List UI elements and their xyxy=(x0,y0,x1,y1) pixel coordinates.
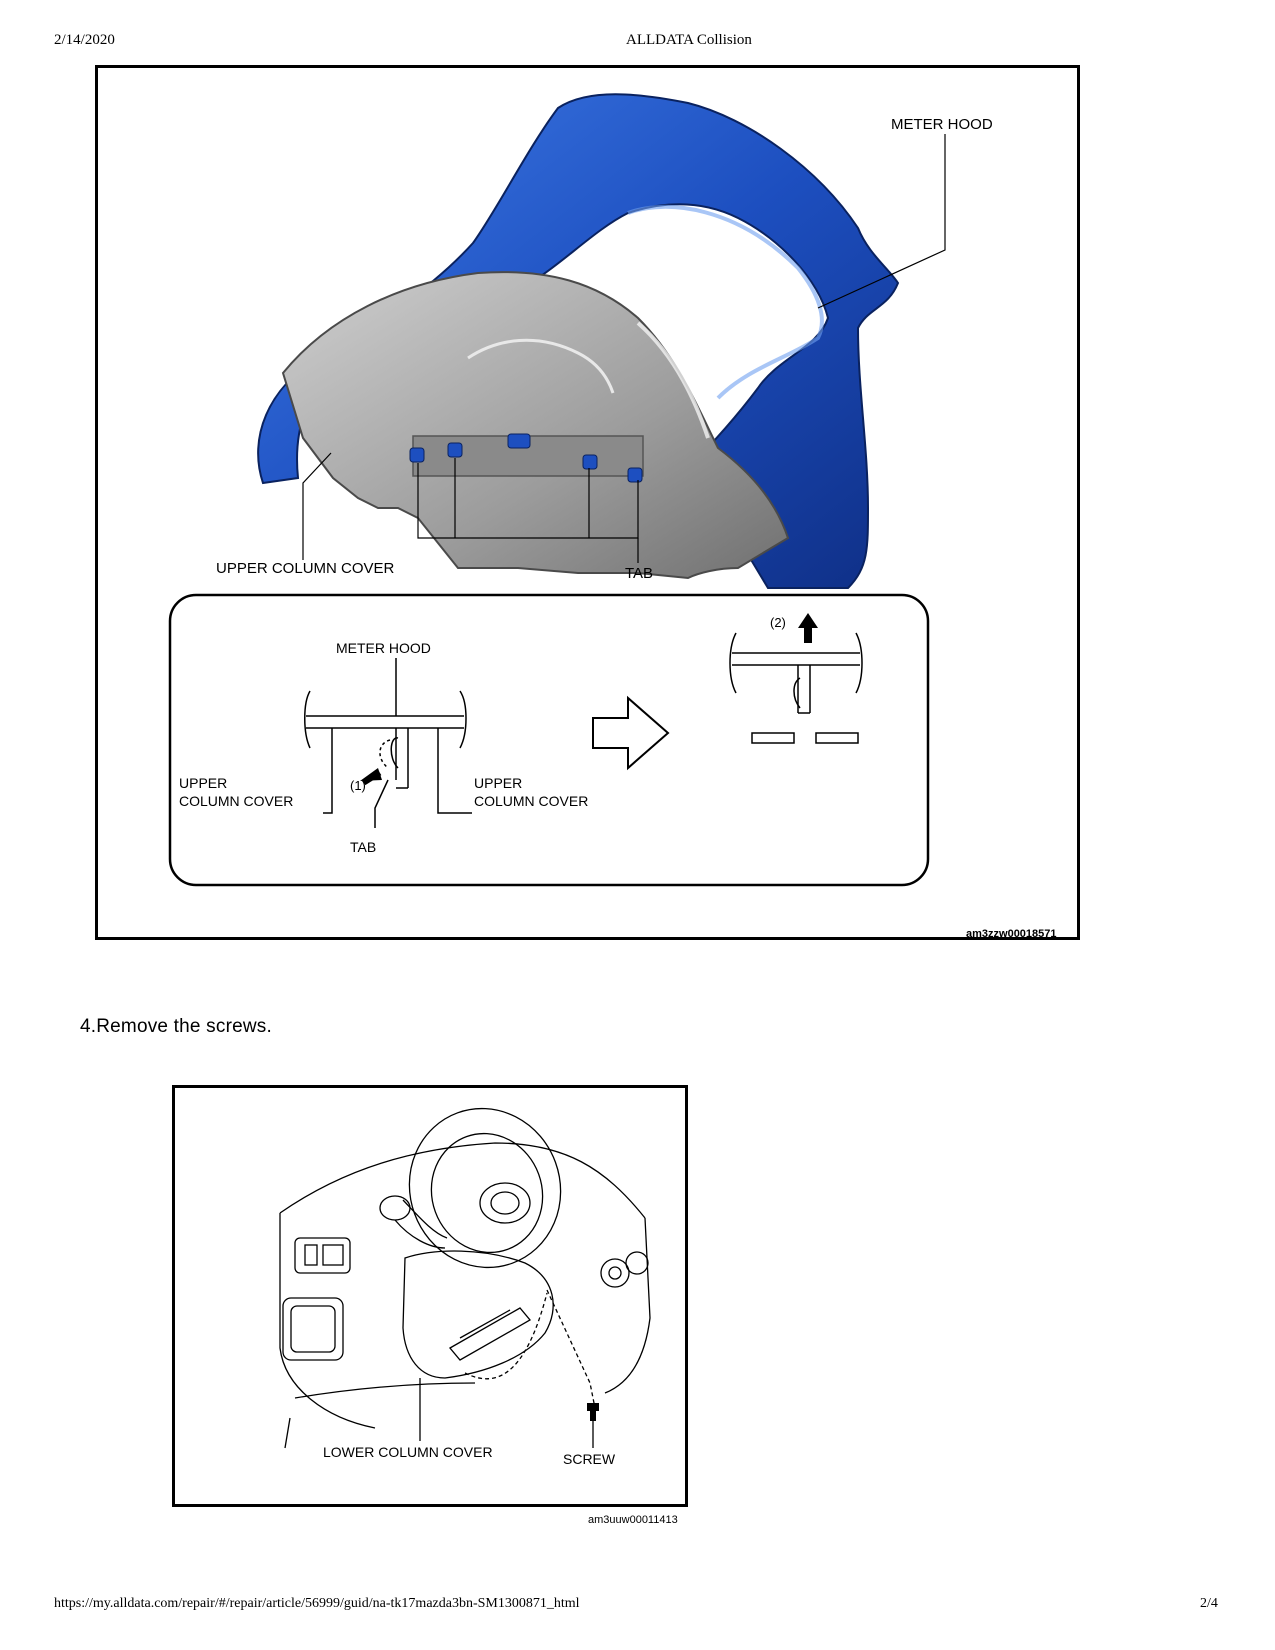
lower-column-cover-shape xyxy=(403,1251,553,1378)
detail-inset xyxy=(170,595,928,885)
steering-wheel-shape xyxy=(387,1088,583,1289)
label-upper-column-cover: UPPER COLUMN COVER xyxy=(216,560,395,577)
header-title: ALLDATA Collision xyxy=(626,32,752,48)
label-screw: SCREW xyxy=(563,1451,616,1467)
label-tab: TAB xyxy=(625,565,654,582)
step-text: 4.Remove the screws. xyxy=(80,1016,272,1037)
inset-label-upper-right-2: COLUMN COVER xyxy=(474,793,589,809)
label-lower-column-cover: LOWER COLUMN COVER xyxy=(323,1444,493,1460)
inset-label-tab: TAB xyxy=(350,839,377,855)
figure-meter-hood xyxy=(95,65,1080,940)
inset-label-upper-right-1: UPPER xyxy=(474,775,523,791)
inset-label-step1: (1) xyxy=(350,778,366,793)
figure1-id: am3zzw00018571 xyxy=(966,928,1057,940)
figure2-id: am3uuw00011413 xyxy=(588,1514,678,1526)
label-meter-hood: METER HOOD xyxy=(891,116,993,133)
steering-column-illustration xyxy=(175,1088,685,1504)
inset-label-upper-left-2: COLUMN COVER xyxy=(179,793,294,809)
footer-url[interactable]: https://my.alldata.com/repair/#/repair/article/56999/guid/na-tk17mazda3bn-SM1300871_html xyxy=(54,1596,580,1611)
header-date: 2/14/2020 xyxy=(54,32,115,48)
inset-label-meter-hood: METER HOOD xyxy=(336,640,431,656)
footer-page: 2/4 xyxy=(1200,1596,1218,1611)
upper-column-cover-shape xyxy=(283,272,788,578)
meter-hood-illustration xyxy=(98,68,1077,937)
figure-lower-column-cover xyxy=(172,1085,688,1507)
inset-label-step2: (2) xyxy=(770,615,786,630)
inset-label-upper-left-1: UPPER xyxy=(179,775,228,791)
screw-icon xyxy=(587,1403,599,1421)
